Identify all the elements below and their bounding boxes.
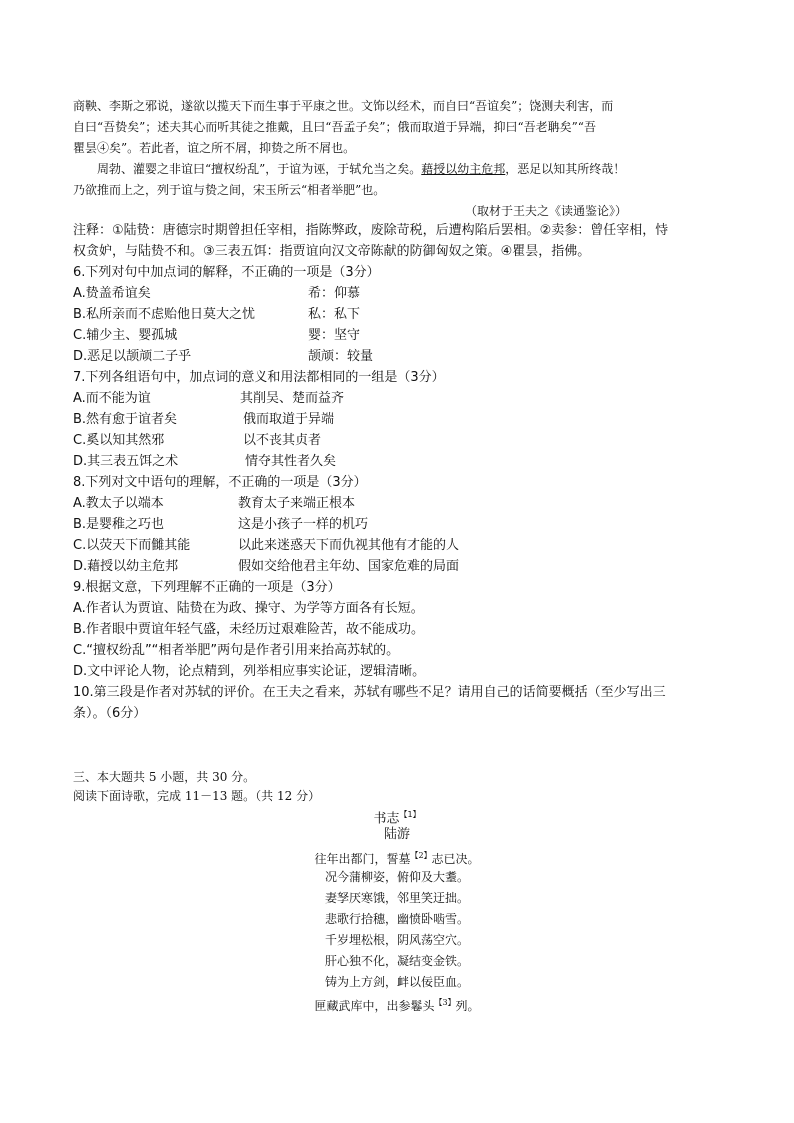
- q8-option-d-meaning: 假如交给他君主年幼、国家危难的局面: [238, 559, 460, 574]
- passage-line-4: [97, 161, 747, 178]
- poem-title-text: 书志: [373, 811, 400, 827]
- q7-option-b-pair: 俄而取道于异端: [243, 412, 335, 427]
- q9-option-c: C.“擅权纷乱”“相者举肥”两句是作者引用来抬高苏轼的。: [73, 643, 400, 658]
- passage-line-1: 商鞅、李斯之邪说，遂欲以揽天下而生事于平康之世。文饰以经术，而自曰“吾谊矣”；饶测夫利害，而: [73, 99, 614, 113]
- poem-line-1-tail: 志已决。: [431, 852, 480, 866]
- passage-line-4-head: 周勃、灌婴之非谊曰“擅权纷乱”，于谊为诬，于轼允当之矣。: [97, 162, 422, 176]
- q6-option-b-gloss: 私：私下: [308, 307, 361, 322]
- q6-option-d: D.恶足以颉颃二子乎: [73, 349, 192, 364]
- q7-option-d: D.其三表五饵之术: [73, 454, 179, 469]
- q8-option-c: C.以荧天下而雠其能: [73, 538, 191, 553]
- q8-stem: 8.下列对文中语句的理解，不正确的一项是（3分）: [73, 475, 367, 490]
- poem-title: [0, 806, 794, 828]
- passage-line-4-tail: ，恶足以知其所终哉！: [505, 162, 626, 176]
- q8-option-a-meaning: 教育太子来端正根本: [238, 496, 356, 511]
- q7-option-c: C.奚以知其然邪: [73, 433, 165, 448]
- q7-option-d-pair: 情夺其性者久矣: [245, 454, 337, 469]
- q7-option-a: A.而不能为谊: [73, 391, 151, 406]
- poem-line-6: 肝心独不化，凝结变金铁。: [324, 954, 469, 968]
- poem-line-7: 铸为上方剑，衅以佞臣血。: [324, 975, 469, 989]
- q6-option-a-gloss: 希：仰慕: [308, 286, 361, 301]
- q8-option-b-meaning: 这是小孩子一样的机巧: [238, 517, 369, 532]
- q7-stem: 7.下列各组语句中，加点词的意义和用法都相同的一组是（3分）: [73, 370, 445, 385]
- q6-stem: 6.下列对句中加点词的解释，不正确的一项是（3分）: [73, 265, 380, 280]
- poem-line-1-text: 往年出都门，誓墓: [314, 852, 411, 866]
- q6-option-b: B.私所亲而不虑贻他日莫大之忧: [73, 307, 256, 322]
- poem-line-5: 千岁埋松根，阴风荡空穴。: [324, 933, 469, 947]
- q8-option-b: B.是婴稚之巧也: [73, 517, 165, 532]
- q7-option-b: B.然有愈于谊者矣: [73, 412, 178, 427]
- q10-stem-line-1: 10.第三段是作者对苏轼的评价。在王夫之看来，苏轼有哪些不足？请用自己的话简要概括（至少写出三: [73, 685, 666, 700]
- q6-option-a: A.贽盖希谊矣: [73, 286, 151, 301]
- poem-author: 陆游: [383, 827, 410, 842]
- poem-title-note: 【1】: [399, 810, 421, 819]
- poem-line-1-note: 【2】: [410, 851, 432, 860]
- passage-line-2: 自曰“吾贽矣”；述夫其心而听其徒之推戴，且曰“吾孟子矣”；俄而取道于异端，抑曰“吾老聃矣”“吾: [73, 120, 596, 134]
- q9-stem: 9.根据文意，下列理解不正确的一项是（3分）: [73, 580, 341, 595]
- q8-option-c-meaning: 以此来迷惑天下而仇视其他有才能的人: [238, 538, 460, 553]
- poem-line-8-note: 【3】: [434, 998, 456, 1007]
- notes-line-2: 权贪妒，与陆贽不和。③三表五饵：指贾谊向汉文帝陈献的防御匈奴之策。④瞿昙，指佛。: [73, 244, 591, 259]
- q8-option-a: A.教太子以端本: [73, 496, 164, 511]
- poem-line-2: 况今蒲柳姿，俯仰及大耋。: [324, 870, 469, 884]
- notes-line-1: 注释：①陆贽：唐德宗时期曾担任宰相，指陈弊政，废除苛税，后遭构陷后罢相。②卖参：曾任宰相，恃: [73, 223, 669, 238]
- poem-line-8-text: 匣藏武库中，出参鬈头: [314, 999, 435, 1013]
- poem-line-4: 悲歌行拾穗，幽愤卧啮雪。: [324, 912, 469, 926]
- section-3-heading: 三、本大题共 5 小题，共 30 分。: [73, 770, 256, 784]
- section-3-instruction: 阅读下面诗歌，完成 11－13 题。（共 12 分）: [73, 789, 321, 803]
- passage-line-3: 瞿昙④矣”。若此者，谊之所不屑，抑贽之所不屑也。: [73, 141, 356, 155]
- passage-source: （取材于王夫之《读通鉴论》）: [465, 204, 628, 218]
- q9-option-d: D.文中评论人物，论点精到，列举相应事实论证，逻辑清晰。: [73, 664, 426, 679]
- q6-option-c-gloss: 婴：坚守: [308, 328, 361, 343]
- poem-line-3: 妻孥厌寒饿，邻里笑迂拙。: [324, 891, 469, 905]
- q6-option-c: C.辅少主、婴孤城: [73, 328, 178, 343]
- poem-line-1: [0, 847, 794, 868]
- q9-option-a: A.作者认为贾谊、陆贽在为政、操守、为学等方面各有长短。: [73, 601, 424, 616]
- q7-option-a-pair: 其削吴、楚而益齐: [240, 391, 345, 406]
- q10-stem-line-2: 条）。（6分）: [73, 706, 147, 721]
- underlined-phrase: 藉授以幼主危邦: [421, 162, 506, 176]
- passage-line-5: 乃欲推而上之，列于谊与贽之间，宋玉所云“相者举肥”也。: [73, 183, 386, 197]
- poem-line-8: [0, 994, 794, 1015]
- poem-line-8-tail: 列。: [455, 999, 480, 1013]
- q8-option-d: D.藉授以幼主危邦: [73, 559, 179, 574]
- q9-option-b: B.作者眼中贾谊年轻气盛，未经历过艰难险苦，故不能成功。: [73, 622, 425, 637]
- q6-option-d-gloss: 颉颃：较量: [308, 349, 374, 364]
- q7-option-c-pair: 以不丧其贞者: [243, 433, 322, 448]
